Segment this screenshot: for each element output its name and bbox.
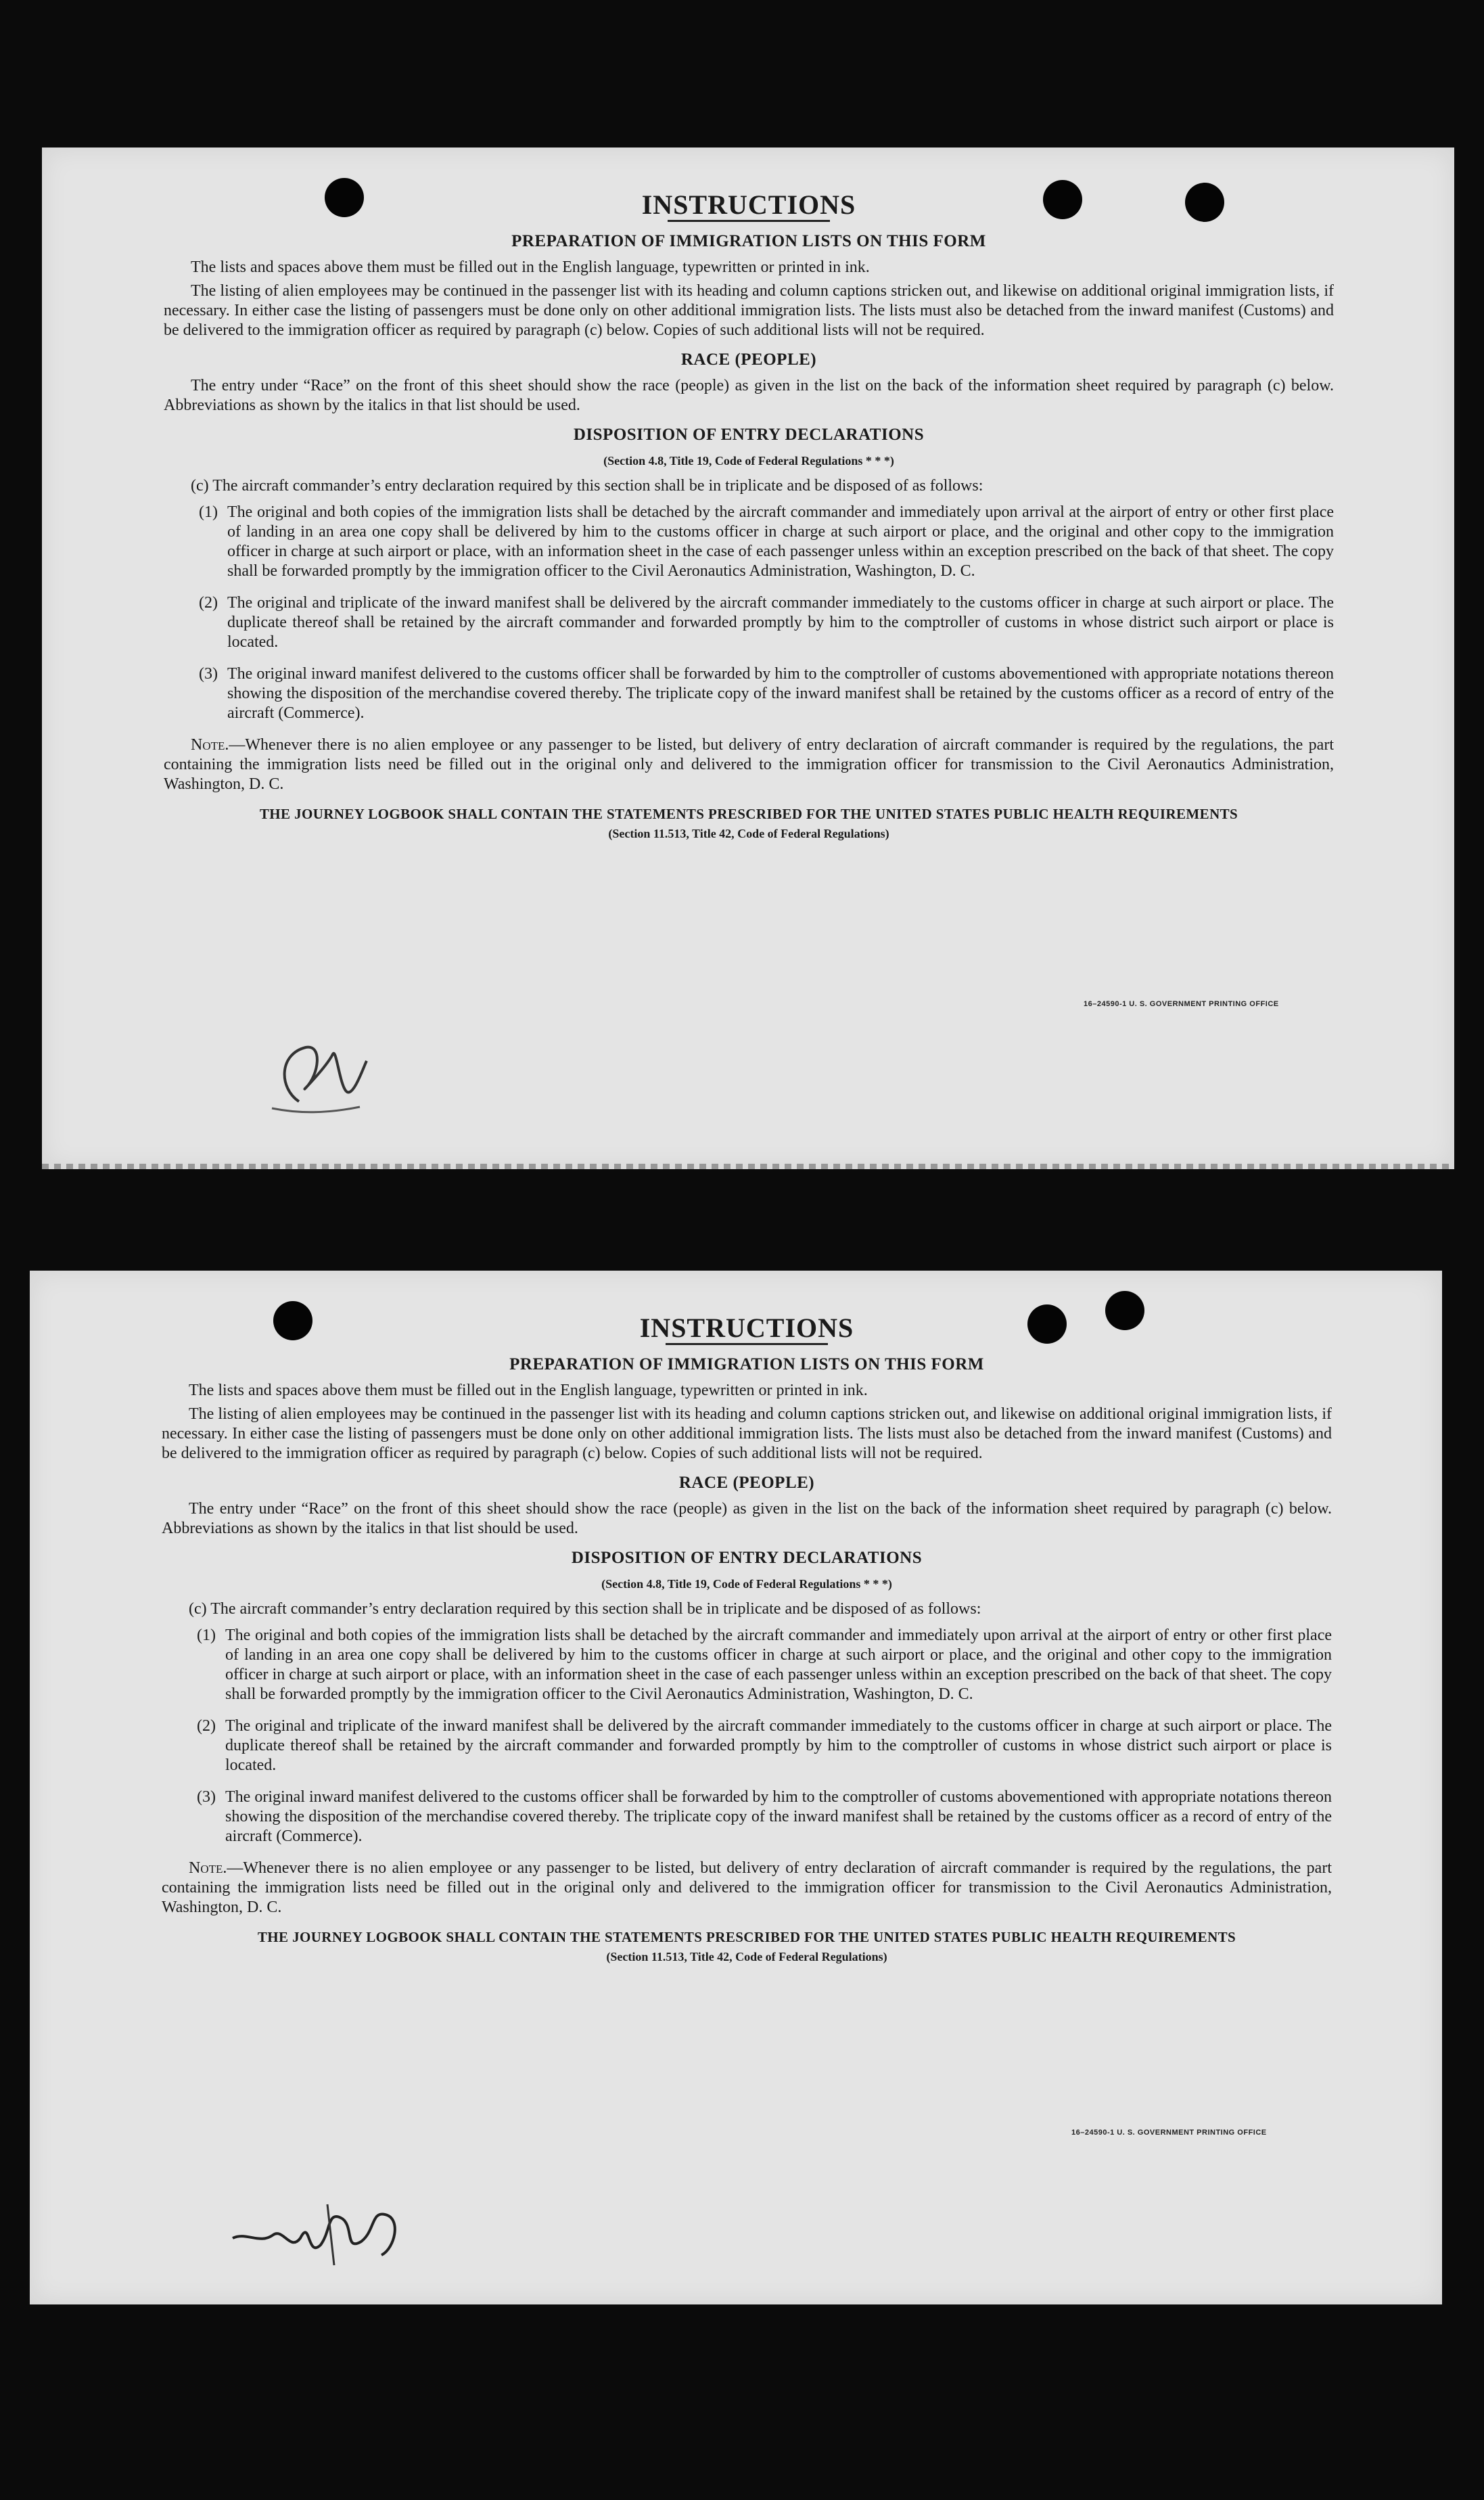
instructions-content	[162, 1313, 1332, 1967]
section-heading-disposition: DISPOSITION OF ENTRY DECLARATIONS	[571, 1549, 923, 1567]
paragraph-alien-employees: The listing of alien employees may be continued in the passenger list with its heading and column captions stricken out, and likewise on additional original immigration lists, if necessary. In either case the listing of passengers must be done only on other additional immigration lists. The lists must also be detached from the inward manifest (Customs) and be delivered to the immigration officer as required by paragraph (c) below. Copies of such additional lists will not be required.	[162, 1405, 1332, 1462]
note-text: —Whenever there is no alien employee or any passenger to be listed, but delivery of entry declaration of aircraft commander is required by the regulations, the part containing the immigration lists need be filled out in the original only and delivered to the immigration officer for transmission to the Civil Aeronautics Administration, Washington, D. C.	[162, 1859, 1332, 1916]
handwritten-signature	[258, 1027, 380, 1122]
item-number: (3)	[199, 665, 218, 683]
item-number: (1)	[197, 1627, 216, 1644]
item-text: The original inward manifest delivered to the customs officer shall be forwarded by him to the comptroller of customs abovementioned with appropriate notations thereon showing the disposition of the merchandise covered thereby. The triplicate copy of the inward manifest shall be retained by the customs officer as a record of entry of the aircraft (Commerce).	[225, 1788, 1332, 1845]
footer-health-requirements: THE JOURNEY LOGBOOK SHALL CONTAIN THE STATEMENTS PRESCRIBED FOR THE UNITED STATES PUBLIC HEALTH REQUIREMENTS	[257, 1929, 1236, 1945]
title-underline	[666, 1343, 828, 1345]
section-citation: (Section 4.8, Title 19, Code of Federal Regulations * * *)	[601, 1577, 892, 1591]
paragraph-c: (c) The aircraft commander’s entry declaration required by this section shall be in triplicate and be disposed of as follows:	[191, 477, 983, 495]
section-citation: (Section 4.8, Title 19, Code of Federal Regulations * * *)	[603, 454, 894, 468]
page-title: INSTRUCTIONS	[641, 189, 856, 220]
note-paragraph	[164, 735, 1334, 794]
paragraph-language: The lists and spaces above them must be filled out in the English language, typewritten or printed in ink.	[189, 1382, 868, 1399]
list-item	[164, 593, 1334, 652]
section-heading-disposition: DISPOSITION OF ENTRY DECLARATIONS	[573, 426, 925, 444]
page-title: INSTRUCTIONS	[639, 1313, 854, 1343]
printing-office-mark: 16–24590-1 U. S. GOVERNMENT PRINTING OFFICE	[1084, 1000, 1279, 1008]
list-item	[164, 503, 1334, 581]
item-number: (2)	[197, 1717, 216, 1735]
paragraph-c: (c) The aircraft commander’s entry declaration required by this section shall be in triplicate and be disposed of as follows:	[189, 1600, 981, 1618]
list-item	[162, 1788, 1332, 1846]
paragraph-language: The lists and spaces above them must be filled out in the English language, typewritten or printed in ink.	[191, 258, 870, 276]
printing-office-mark: 16–24590-1 U. S. GOVERNMENT PRINTING OFFICE	[1071, 2129, 1267, 2137]
title-underline	[668, 220, 830, 222]
footer-citation: (Section 11.513, Title 42, Code of Federal Regulations)	[608, 827, 889, 840]
footer-citation: (Section 11.513, Title 42, Code of Federal Regulations)	[606, 1950, 887, 1963]
instructions-content	[164, 189, 1334, 844]
torn-edge	[42, 1164, 1454, 1169]
list-item	[162, 1626, 1332, 1704]
section-heading-race: RACE (PEOPLE)	[678, 1474, 815, 1492]
item-text: The original and triplicate of the inward manifest shall be delivered by the aircraft commander immediately to the customs officer in charge at such airport or place. The duplicate thereof shall be retained by the aircraft commander and forwarded promptly by him to the comptroller of customs in whose district such airport or place is located.	[227, 594, 1334, 651]
document-sheet-2	[30, 1271, 1442, 2304]
item-number: (2)	[199, 594, 218, 612]
note-label: Note.	[189, 1859, 227, 1877]
item-text: The original and triplicate of the inward manifest shall be delivered by the aircraft commander immediately to the customs officer in charge at such airport or place. The duplicate thereof shall be retained by the aircraft commander and forwarded promptly by him to the comptroller of customs in whose district such airport or place is located.	[225, 1717, 1332, 1774]
paragraph-race: The entry under “Race” on the front of this sheet should show the race (people) as given in the list on the back of the information sheet required by paragraph (c) below. Abbreviations as shown by the italics in that list should be used.	[164, 377, 1334, 414]
handwritten-signature	[226, 2191, 415, 2279]
note-text: —Whenever there is no alien employee or any passenger to be listed, but delivery of entry declaration of aircraft commander is required by the regulations, the part containing the immigration lists need be filled out in the original only and delivered to the immigration officer for transmission to the Civil Aeronautics Administration, Washington, D. C.	[164, 736, 1334, 793]
paragraph-race: The entry under “Race” on the front of this sheet should show the race (people) as given in the list on the back of the information sheet required by paragraph (c) below. Abbreviations as shown by the italics in that list should be used.	[162, 1500, 1332, 1537]
item-text: The original inward manifest delivered to the customs officer shall be forwarded by him to the comptroller of customs abovementioned with appropriate notations thereon showing the disposition of the merchandise covered thereby. The triplicate copy of the inward manifest shall be retained by the customs officer as a record of entry of the aircraft (Commerce).	[227, 665, 1334, 722]
list-item	[164, 664, 1334, 723]
note-paragraph	[162, 1859, 1332, 1917]
list-item	[162, 1717, 1332, 1775]
section-heading-race: RACE (PEOPLE)	[680, 350, 817, 369]
section-heading-immigration-lists: PREPARATION OF IMMIGRATION LISTS ON THIS FORM	[509, 1355, 984, 1373]
item-number: (3)	[197, 1788, 216, 1806]
footer-health-requirements: THE JOURNEY LOGBOOK SHALL CONTAIN THE STATEMENTS PRESCRIBED FOR THE UNITED STATES PUBLIC HEALTH REQUIREMENTS	[259, 806, 1238, 822]
note-label: Note.	[191, 736, 229, 754]
item-text: The original and both copies of the immigration lists shall be detached by the aircraft commander and immediately upon arrival at the airport of entry or other first place of landing in an area one copy shall be delivered by him to the customs officer in charge at such airport or place, and the original and other copy to the immigration officer in charge at such airport or place, with an information sheet in the case of each passenger unless within an exception prescribed on the back of that sheet. The copy shall be forwarded promptly by the immigration officer to the Civil Aeronautics Administration, Washington, D. C.	[225, 1627, 1332, 1703]
section-heading-immigration-lists: PREPARATION OF IMMIGRATION LISTS ON THIS FORM	[511, 232, 986, 250]
item-text: The original and both copies of the immigration lists shall be detached by the aircraft commander and immediately upon arrival at the airport of entry or other first place of landing in an area one copy shall be delivered by him to the customs officer in charge at such airport or place, and the original and other copy to the immigration officer in charge at such airport or place, with an information sheet in the case of each passenger unless within an exception prescribed on the back of that sheet. The copy shall be forwarded promptly by the immigration officer to the Civil Aeronautics Administration, Washington, D. C.	[227, 503, 1334, 580]
paragraph-alien-employees: The listing of alien employees may be continued in the passenger list with its heading and column captions stricken out, and likewise on additional original immigration lists, if necessary. In either case the listing of passengers must be done only on other additional immigration lists. The lists must also be detached from the inward manifest (Customs) and be delivered to the immigration officer as required by paragraph (c) below. Copies of such additional lists will not be required.	[164, 282, 1334, 339]
document-sheet-1	[42, 147, 1454, 1169]
item-number: (1)	[199, 503, 218, 521]
